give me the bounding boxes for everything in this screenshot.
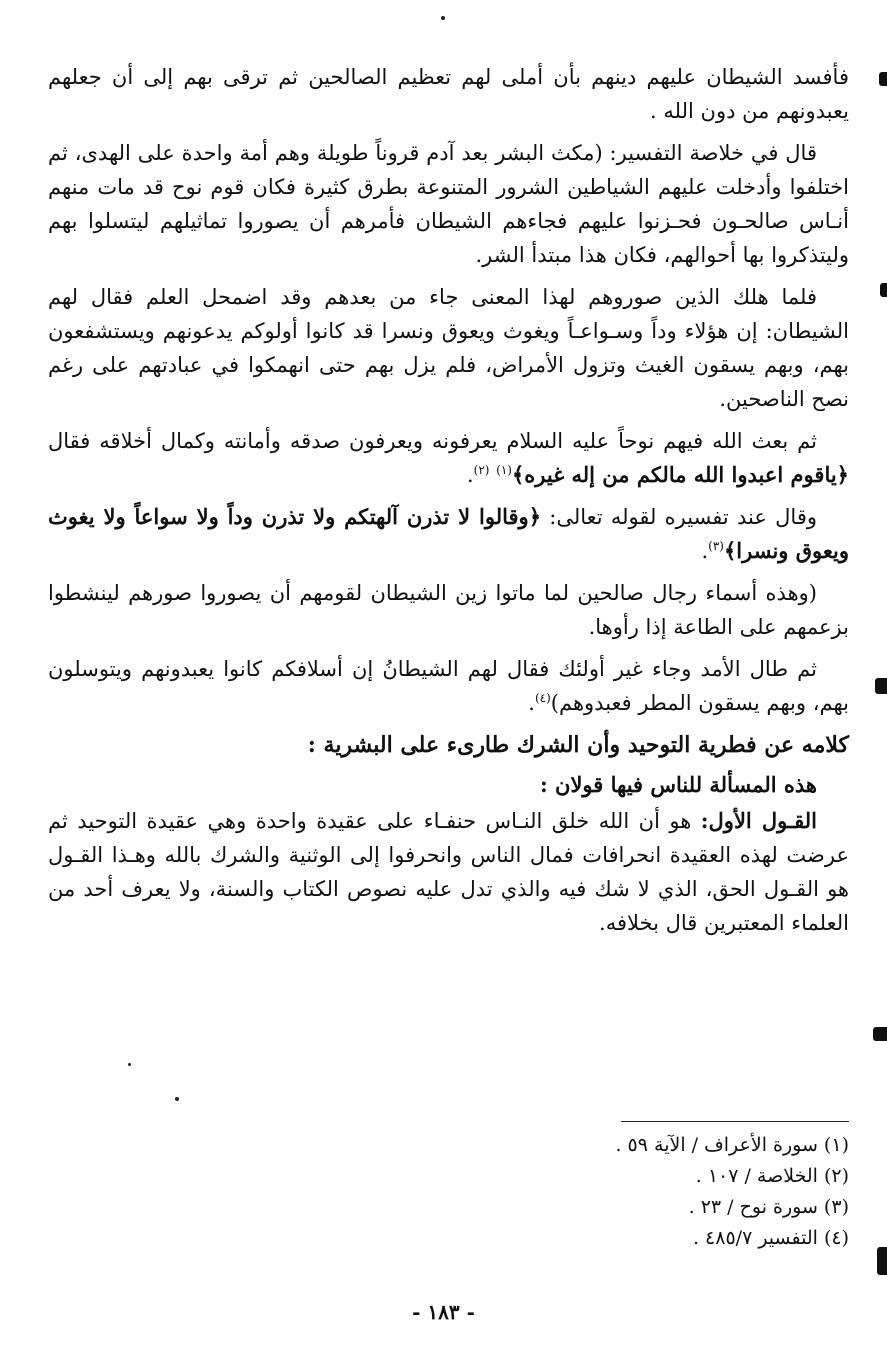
quran-verse: ﴿وقالوا لا تذرن آلهتكم ولا تذرن وداً ولا سواعاً ولا يغوث ويعوق ونسرا﴾ (48, 504, 849, 563)
body-paragraph (48, 424, 849, 492)
footnote-separator (621, 1121, 849, 1122)
body-paragraph (48, 136, 849, 272)
body-paragraph (48, 652, 849, 720)
scan-edge-mark (873, 1027, 887, 1041)
section-subheading: هذه المسألة للناس فيها قولان : (539, 772, 817, 797)
paragraph-text: ثم بعث الله فيهم نوحاً عليه السلام يعرفونه ويعرفون صدقه وأمانته وكمال أخلاقه فقال (48, 429, 817, 453)
paragraph-text: وقال عند تفسيره لقوله تعالى: (541, 505, 817, 529)
scan-edge-mark (877, 1247, 887, 1275)
paragraph-text: . (466, 463, 474, 487)
footnote: (٢) الخلاصة / ١٠٧ . (695, 1165, 849, 1187)
main-text (48, 60, 849, 948)
first-opinion-paragraph (48, 804, 849, 940)
footnote-reference: (١) (496, 463, 512, 477)
footnote: (٤) التفسير ٤٨٥/٧ . (692, 1227, 849, 1249)
quran-verse: ﴿ياقوم اعبدوا الله مالكم من إله غيره﴾ (511, 462, 849, 487)
footnote-reference: (٤) (534, 691, 551, 705)
scan-edge-mark (879, 72, 887, 86)
scan-speck (175, 1097, 179, 1101)
scan-edge-mark (880, 283, 887, 297)
footnote: (٣) سورة نوح / ٢٣ . (688, 1196, 849, 1218)
paragraph-text: (وهذه أسماء رجال صالحين لما ماتوا زين الشيطان لقومهم أن يصوروا صورهم لينشطوا بزعمهم على الطاعة إذا رأوها. (48, 581, 849, 639)
body-paragraph (48, 280, 849, 416)
scan-speck (441, 16, 445, 20)
paragraph-text: . (701, 539, 709, 563)
page-number: - ١٨٣ - (412, 1300, 475, 1324)
footnote: (١) سورة الأعراف / الآية ٥٩ . (615, 1134, 849, 1156)
paragraph-text: . (528, 691, 535, 715)
paragraphs-container (48, 60, 849, 720)
body-paragraph (48, 500, 849, 568)
scan-speck (128, 1063, 131, 1066)
footnote-reference: (٢) (473, 463, 490, 477)
paragraph-text: ثم طال الأمد وجاء غير أولئك فقال لهم الشيطانُ إن أسلافكم كانوا يعبدونهم ويتوسلون بهم، وبهم يسقون المطر فعبدوهم) (48, 657, 849, 715)
paragraph-text: قال في خلاصة التفسير: (مكث البشر بعد آدم قروناً طويلة وهم أمة واحدة على الهدى، ثم اختلفوا وأدخلت عليهم الشياطين الشرور المتنوعة بطرق كثيرة فكان قوم نوح قد مات منهم أنـاس صالحـون فحـزنوا عليهم فجاءهم الشيطان فأمرهم أن يصوروا تماثيلهم ليتسلوا بهم وليتذكروا بها أحوالهم، فكان هذا مبتدأ الشر. (48, 141, 849, 267)
body-paragraph (48, 60, 849, 128)
section-heading: كلامه عن فطرية التوحيد وأن الشرك طارىء على البشرية : (307, 732, 849, 758)
first-opinion-label: القـول الأول: (700, 808, 817, 833)
body-paragraph (48, 576, 849, 644)
paragraph-text: فأفسد الشيطان عليهم دينهم بأن أملى لهم تعظيم الصالحين ثم ترقى بهم إلى أن جعلهم يعبدونهم من دون الله . (48, 65, 849, 123)
paragraph-text: فلما هلك الذين صوروهم لهذا المعنى جاء من بعدهم وقد اضمحل العلم فقال لهم الشيطان: إن هؤلاء وداً وسـواعـاً ويغوث ويعوق ونسرا قد كانوا أولوكم يدعونهم ويستشفعون بهم، وبهم يسقون الغيث وتزول الأمراض، فلم يزل بهم حتى انهمكوا في عبادتهم على رغم نصح الناصحين. (48, 285, 849, 411)
footnote-reference: (٣) (708, 539, 724, 553)
first-opinion-text: هو أن الله خلق النـاس حنفـاء على عقيدة واحدة وهي عقيدة التوحيد ثم عرضت لهذه العقيدة انحرافات فمال الناس وانحرفوا إلى الوثنية والشرك بالله وهـذا القـول هو القـول الحق، الذي لا شك فيه والذي تدل عليه نصوص الكتاب والسنة، ولا يعرف أحد من العلماء المعتبرين قال بخلافه. (48, 809, 849, 935)
scan-edge-mark (875, 678, 887, 694)
footnotes (449, 1130, 849, 1254)
